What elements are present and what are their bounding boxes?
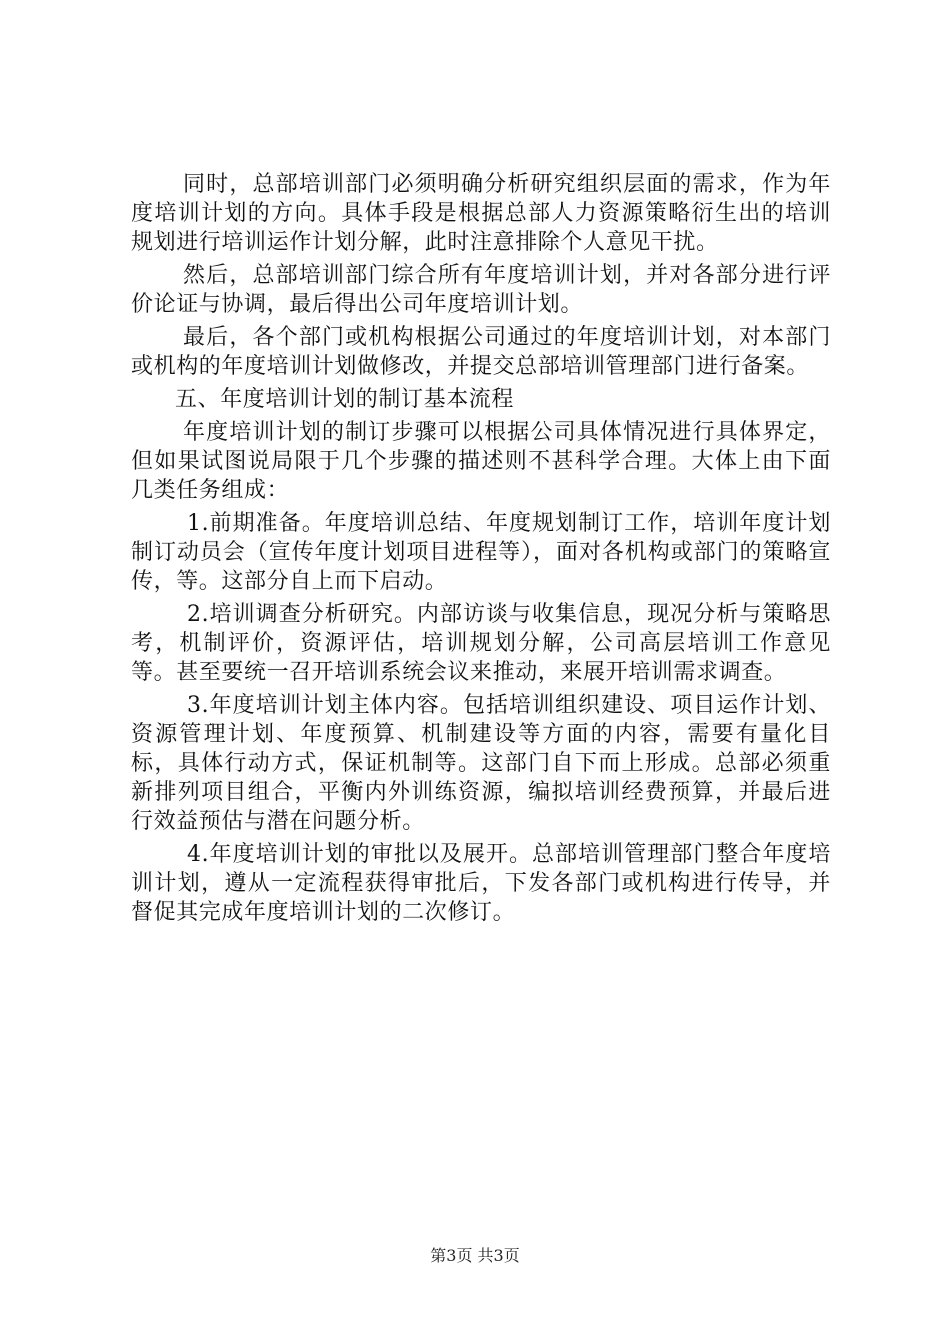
document-body (131, 170, 831, 931)
list-item: 4.年度培训计划的审批以及展开。总部培训管理部门整合年度培训计划，遵从一定流程获得审批后，下发各部门或机构进行传导，并督促其完成年度培训计划的二次修订。 (131, 842, 831, 925)
list-item: 3.年度培训计划主体内容。包括培训组织建设、项目运作计划、资源管理计划、年度预算、机制建设等方面的内容，需要有量化目标，具体行动方式，保证机制等。这部门自下而上形成。总部必须重新排列项目组合，平衡内外训练资源，编拟培训经费预算，并最后进行效益预估与潜在问题分析。 (131, 693, 831, 834)
paragraph: 然后，总部培训部门综合所有年度培训计划，并对各部分进行评价论证与协调，最后得出公司年度培训计划。 (131, 263, 831, 317)
paragraph: 最后，各个部门或机构根据公司通过的年度培训计划，对本部门或机构的年度培训计划做修改，并提交总部培训管理部门进行备案。 (131, 325, 831, 379)
list-item: 1.前期准备。年度培训总结、年度规划制订工作，培训年度计划制订动员会（宣传年度计划项目进程等），面对各机构或部门的策略宣传，等。这部分自上而下启动。 (131, 511, 831, 594)
paragraph: 同时，总部培训部门必须明确分析研究组织层面的需求，作为年度培训计划的方向。具体手段是根据总部人力资源策略衍生出的培训规划进行培训运作计划分解，此时注意排除个人意见干扰。 (131, 172, 831, 255)
list-item: 2.培训调查分析研究。内部访谈与收集信息，现况分析与策略思考，机制评价，资源评估，培训规划分解，公司高层培训工作意见等。甚至要统一召开培训系统会议来推动，来展开培训需求调查。 (131, 602, 831, 685)
paragraph: 年度培训计划的制订步骤可以根据公司具体情况进行具体界定，但如果试图说局限于几个步骤的描述则不甚科学合理。大体上由下面几类任务组成： (131, 420, 831, 503)
page-footer: 第3页 共3页 (430, 1246, 520, 1265)
section-heading: 五、年度培训计划的制订基本流程 (175, 387, 515, 412)
